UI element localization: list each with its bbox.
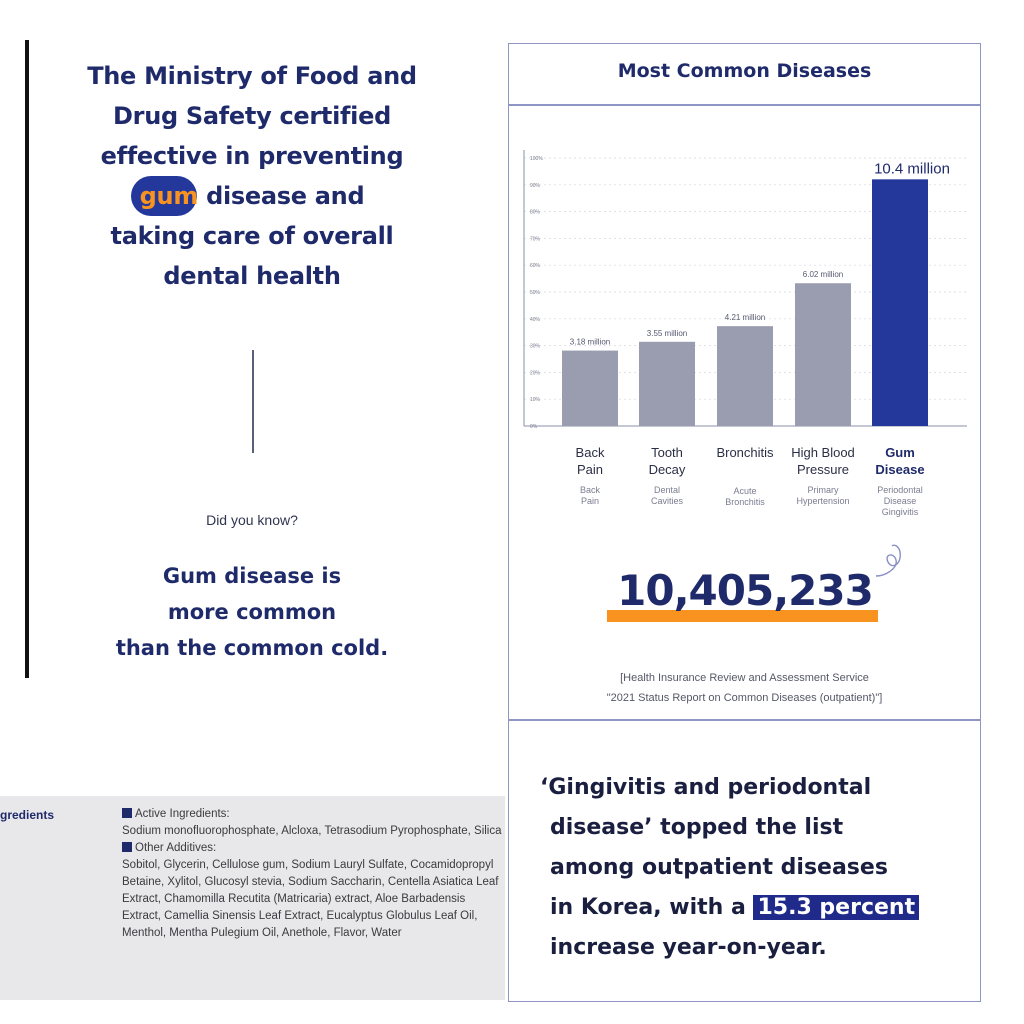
headline-line: effective in preventing [100, 142, 404, 170]
bar-data-label: 3.18 million [569, 337, 611, 347]
y-tick-label: 0% [530, 424, 538, 430]
category-sub-label: Back [579, 485, 601, 495]
summary-statement [540, 768, 970, 968]
left-accent-bar [25, 40, 29, 678]
y-tick-label: 80% [530, 209, 541, 216]
ingredients-text [122, 806, 502, 942]
vertical-divider [252, 350, 254, 453]
category-label: Tooth [651, 445, 683, 460]
other-heading [122, 840, 502, 857]
summary-line [550, 888, 970, 928]
category-label: Gum [885, 445, 915, 460]
bar [795, 283, 851, 426]
summary-line: ‘Gingivitis and periodontal [540, 775, 872, 800]
category-sub-label: Disease [883, 496, 917, 506]
gum-highlight: gum [140, 176, 198, 216]
disease-bar-chart [512, 108, 977, 548]
card-divider [508, 104, 981, 106]
ingredients-label: gredients [0, 808, 55, 822]
y-tick-label: 70% [530, 236, 541, 243]
y-tick-label: 90% [530, 182, 541, 189]
bar-data-label: 4.21 million [724, 313, 766, 323]
bar [872, 179, 928, 426]
source-line: [Health Insurance Review and Assessment Service [620, 672, 869, 684]
category-label: Bronchitis [716, 445, 774, 460]
category-label: Pain [576, 462, 604, 477]
category-sub-label: Periodontal [877, 485, 923, 495]
source-line: "2021 Status Report on Common Diseases (outpatient)"] [606, 692, 883, 704]
y-tick-label: 40% [530, 316, 541, 323]
category-label: High Blood [791, 445, 855, 460]
category-sub-label: Bronchitis [725, 497, 765, 507]
category-sub-label: Acute [733, 486, 757, 496]
category-sub-label: Pain [580, 496, 600, 506]
total-patients-number: 10,405,233 [617, 566, 873, 615]
headline-line: dental health [163, 262, 341, 290]
did-you-know: Did you know? [206, 512, 298, 528]
category-label: Back [575, 445, 605, 460]
percent-highlight: 15.3 percent [753, 895, 919, 920]
summary-line: increase year-on-year. [550, 935, 827, 960]
card-divider [508, 719, 981, 721]
bar [562, 351, 618, 426]
category-sub-label: Primary [807, 485, 839, 495]
category-sub-label: Gingivitis [881, 507, 919, 517]
category-label: Disease [875, 462, 925, 477]
other-list: Sobitol, Glycerin, Cellulose gum, Sodium Lauryl Sulfate, Cocamidopropyl Betaine, Xylitol, Glucosyl stevia, Sodium Saccharin, Centella Asiatica Leaf Extract, Chamomilla Recutita (Matricaria) extract, Aloe Barbadensis Extract, Camellia Sinensis Leaf Extract, Eucalyptus Globulus Leaf Oil, Menthol, Mentha Pulegium Oil, Anethole, Flavor, Water [122, 859, 499, 939]
category-label: Decay [648, 462, 686, 477]
headline-line-rest: disease and [198, 182, 365, 210]
bar [639, 342, 695, 426]
statement-line: Gum disease is [162, 564, 342, 588]
card-title: Most Common Diseases [617, 60, 872, 82]
square-bullet-icon [122, 842, 132, 852]
square-bullet-icon [122, 808, 132, 818]
bar-data-label: 3.55 million [646, 328, 688, 338]
headline-line: taking care of overall [110, 222, 394, 250]
headline-line: Drug Safety certified [113, 102, 391, 130]
summary-line: disease’ topped the list [550, 815, 844, 840]
category-sub-label: Cavities [650, 496, 684, 506]
y-tick-label: 50% [530, 290, 541, 296]
headline-line [40, 176, 464, 216]
gum-common-statement [40, 558, 464, 666]
active-heading-text: Active Ingredients: [135, 808, 230, 820]
bar-data-label: 6.02 million [802, 270, 844, 280]
summary-line-text: in Korea, with a [550, 895, 754, 920]
source-citation [508, 668, 981, 708]
headline [40, 56, 464, 296]
category-sub-label: Dental [653, 485, 681, 495]
statement-line: than the common cold. [115, 636, 389, 660]
bar [717, 326, 773, 426]
y-tick-label: 20% [530, 370, 541, 377]
summary-line: among outpatient diseases [550, 855, 888, 880]
y-tick-label: 30% [530, 343, 541, 350]
category-label: Pressure [796, 462, 850, 477]
headline-line: The Ministry of Food and [87, 62, 417, 90]
other-heading-text: Other Additives: [135, 842, 217, 854]
y-tick-label: 100% [530, 156, 543, 162]
active-list: Sodium monofluorophosphate, Alcloxa, Tetrasodium Pyrophosphate, Silica [122, 825, 502, 837]
y-tick-label: 10% [530, 397, 541, 404]
active-heading [122, 806, 502, 823]
statement-line: more common [167, 600, 337, 624]
y-tick-label: 60% [530, 263, 541, 270]
category-sub-label: Hypertension [796, 496, 850, 506]
bar-data-label: 10.4 million [874, 160, 950, 178]
